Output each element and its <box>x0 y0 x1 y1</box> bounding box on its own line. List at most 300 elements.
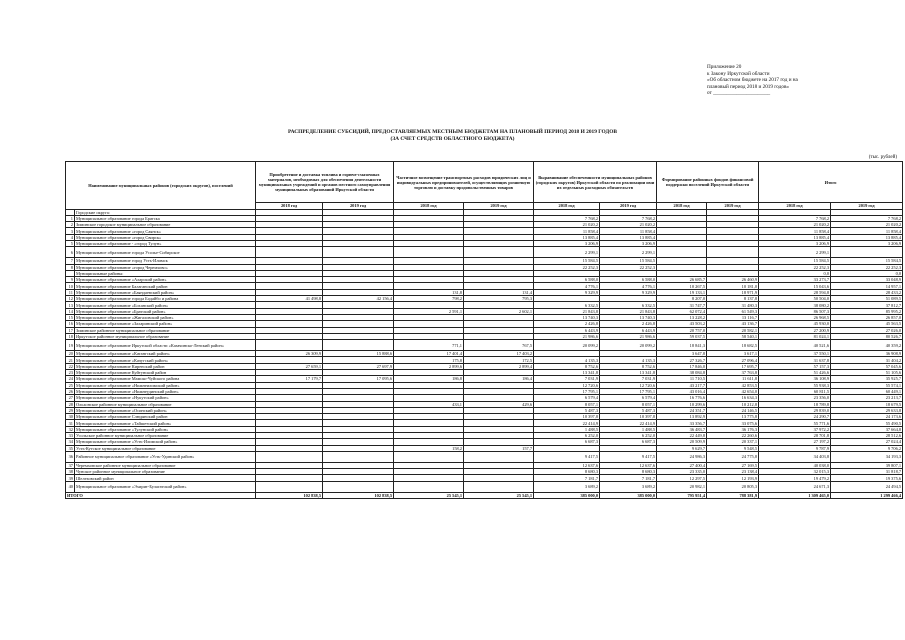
row-name: Муниципальное образование Слюдянский район <box>75 414 256 420</box>
row-value: 1 488,5 <box>534 426 600 432</box>
row-number: 12 <box>66 296 75 302</box>
row-value: 24 775,8 <box>707 451 759 462</box>
row-value: 7 031,9 <box>534 376 600 382</box>
row-value: 4 135,3 <box>600 357 657 363</box>
row-value: 15 584,5 <box>759 258 831 264</box>
row-value: 24 351,7 <box>657 407 707 413</box>
row-value: 429,6 <box>464 401 534 407</box>
row-name: Муниципальное образование «Тайшетский район» <box>75 420 256 426</box>
row-name: Муниципальное образование «Осинский район» <box>75 407 256 413</box>
row-value: 28 512,6 <box>831 433 903 439</box>
row-value <box>394 451 464 462</box>
row-value: 58 540,1 <box>707 333 759 339</box>
row-name: Муниципальное образование «город Саянск» <box>75 228 256 234</box>
header-year-2019: 2019 год <box>600 203 657 210</box>
row-value: 23 213,7 <box>831 395 903 401</box>
row-value: 13 740,3 <box>600 314 657 320</box>
row-value: 38 080,2 <box>759 302 831 308</box>
appendix-line-5: от ______________________ <box>707 90 771 97</box>
row-number: 16 <box>66 321 75 327</box>
row-number: 25 <box>66 382 75 388</box>
row-value: 18 841,3 <box>657 340 707 351</box>
row-value <box>394 247 464 258</box>
row-value: 3 617,1 <box>707 351 759 357</box>
row-value: 33 048,9 <box>831 277 903 283</box>
row-name: Муниципальное образование «Жигаловский район» <box>75 314 256 320</box>
row-value: 33 356,7 <box>657 420 707 426</box>
row-number: 22 <box>66 363 75 369</box>
row-value: 29 633,8 <box>831 407 903 413</box>
row-value: 18 682,5 <box>707 340 759 351</box>
row-name: Муниципальные районы: <box>75 270 256 276</box>
row-name: Муниципальное образование - «город Тулун» <box>75 240 256 246</box>
row-name: Муниципальное образование «Качугский район» <box>75 357 256 363</box>
header-equalization: Выравнивание обеспеченности муниципальных районов (городских округов) Иркутской области по реализации ими их отдельных расходных обязательств <box>534 162 657 203</box>
row-value: 131,4 <box>464 289 534 295</box>
row-value: 43 217,7 <box>657 382 707 388</box>
row-value: 13 341,8 <box>534 370 600 376</box>
row-number: 4 <box>66 234 75 240</box>
table-row <box>66 247 903 258</box>
header-year-2019: 2019 год <box>707 203 759 210</box>
row-value: 433,1 <box>394 401 464 407</box>
row-value: 10 299,6 <box>657 401 707 407</box>
row-number: 20 <box>66 351 75 357</box>
row-value: 37 972,2 <box>759 426 831 432</box>
row-value: 55 771,6 <box>759 420 831 426</box>
row-value: 45 930,0 <box>759 321 831 327</box>
row-value: 5 487,3 <box>534 407 600 413</box>
row-value <box>256 340 323 351</box>
row-value: 26 309,9 <box>256 351 323 357</box>
row-value: 8 057,1 <box>600 401 657 407</box>
header-transport: Частичное возмещение транспортных расходов юридических лиц и индивидуальных предпринимателей, осуществляющих розничную торговлю и доставку продовольственных товаров <box>394 162 534 203</box>
row-value: 22 414,9 <box>534 420 600 426</box>
row-value: 27 197,2 <box>759 439 831 445</box>
header-year-2018: 2018 год <box>394 203 464 210</box>
row-name: Муниципальное образование Куйтунский район <box>75 370 256 376</box>
row-value: 2 299,1 <box>600 247 657 258</box>
header-fuel: Приобретение и доставка топлива и горюче-смазочных материалов, необходимых для обеспечения деятельности муниципальных учреждений и органов местного самоуправления муниципальных образований Иркутской области <box>256 162 394 203</box>
row-value: 55 490,5 <box>831 420 903 426</box>
row-name: Городские округа: <box>75 209 256 215</box>
row-value: 12 637,6 <box>600 462 657 468</box>
row-name: Иркутское районное муниципальное образование <box>75 333 256 339</box>
row-value: 57 045,6 <box>831 363 903 369</box>
row-number: 6 <box>66 247 75 258</box>
header-year-2018: 2018 год <box>657 203 707 210</box>
row-value: 12 297,5 <box>657 475 707 481</box>
row-value: 31 818,7 <box>831 469 903 475</box>
header-year-2018: 2018 год <box>759 203 831 210</box>
row-number: 26 <box>66 388 75 394</box>
row-number: 31 <box>66 420 75 426</box>
row-value: 9 706,2 <box>831 445 903 451</box>
row-value: 12 637,6 <box>534 462 600 468</box>
row-value: 21 843,8 <box>600 308 657 314</box>
row-value: 11 611,8 <box>707 376 759 382</box>
row-value: 9 329,9 <box>534 289 600 295</box>
row-name: Муниципальное образование «город Черемхово» <box>75 264 256 270</box>
row-name: Районное муниципальное образование «Усть-Удинский район» <box>75 451 256 462</box>
header-year-2019: 2019 год <box>464 203 534 210</box>
total-value: 788 381,9 <box>707 492 759 498</box>
row-value: 85 995,2 <box>831 308 903 314</box>
header-year-2019: 2019 год <box>831 203 903 210</box>
row-value: 43 503,2 <box>657 321 707 327</box>
row-value: 186,8 <box>394 376 464 382</box>
row-value <box>831 247 903 258</box>
row-value: 26 460,9 <box>707 277 759 283</box>
row-value: 43 136,7 <box>707 321 759 327</box>
total-value: 795 951,4 <box>657 492 707 498</box>
row-value: 31 404,2 <box>831 357 903 363</box>
row-value: 13 885,4 <box>600 234 657 240</box>
row-value: 131,8 <box>394 289 464 295</box>
row-value: 28 594,8 <box>759 289 831 295</box>
row-value: 3 206,9 <box>534 240 600 246</box>
row-value: 10 267,5 <box>657 283 707 289</box>
row-value: 798,2 <box>394 296 464 302</box>
row-value: 7 768,2 <box>759 215 831 221</box>
row-value: 33 273,7 <box>759 277 831 283</box>
row-name: Муниципальное образование «Братский район» <box>75 308 256 314</box>
table-body <box>66 209 903 499</box>
row-value: 9 787,9 <box>759 445 831 451</box>
total-value: 385 000,0 <box>600 492 657 498</box>
row-value: 29 839,0 <box>759 407 831 413</box>
row-value: 2 899,6 <box>394 363 464 369</box>
row-value: 15 584,5 <box>534 258 600 264</box>
row-value: 42 654,0 <box>707 388 759 394</box>
row-name: Муниципальное образование Балаганский район <box>75 283 256 289</box>
row-value: 21 986,6 <box>534 333 600 339</box>
row-value: 13 885,4 <box>831 234 903 240</box>
row-number: 5 <box>66 240 75 246</box>
total-value: 1 309 465,0 <box>759 492 831 498</box>
row-number: 37 <box>66 462 75 468</box>
row-name: Муниципальное образование «Катангский район» <box>75 351 256 357</box>
document-title: РАСПРЕДЕЛЕНИЕ СУБСИДИЙ, ПРЕДОСТАВЛЯЕМЫХ МЕСТНЫМ БЮДЖЕТАМ НА ПЛАНОВЫЙ ПЕРИОД 2018 И 2019 ГОДОВ <box>288 129 617 135</box>
header-name: Наименование муниципальных районов (городских округов), поселений <box>66 162 256 210</box>
row-value: 35 925,7 <box>831 376 903 382</box>
row-value: 20 337,1 <box>707 439 759 445</box>
row-value: 55 938,3 <box>759 382 831 388</box>
row-name: Муниципальное образование Киренский район <box>75 363 256 369</box>
row-value: 22 449,8 <box>657 433 707 439</box>
row-value: 9 329,9 <box>600 289 657 295</box>
table-row <box>66 451 903 462</box>
row-value <box>256 247 323 258</box>
row-name: Ольхонское районное муниципальное образование <box>75 401 256 407</box>
row-number: 33 <box>66 433 75 439</box>
row-value: 771,1 <box>394 340 464 351</box>
row-number: 3 <box>66 228 75 234</box>
row-value: 14 957,1 <box>831 283 903 289</box>
row-number: 36 <box>66 451 75 462</box>
row-value: 34 193,3 <box>831 451 903 462</box>
total-value: 385 000,0 <box>534 492 600 498</box>
row-value: 13 775,8 <box>707 414 759 420</box>
row-value: 2 426,8 <box>534 321 600 327</box>
row-value: 11 858,4 <box>600 228 657 234</box>
appendix-line-4: плановый период 2018 и 2019 годов» <box>707 83 790 90</box>
row-name: Муниципальное образование «Нукутский район» <box>75 395 256 401</box>
appendix-note <box>707 64 897 97</box>
row-value: 59 037,5 <box>657 333 707 339</box>
row-value: 17 795,1 <box>534 388 600 394</box>
row-number: 2 <box>66 222 75 228</box>
row-value: 8 752,6 <box>534 363 600 369</box>
row-value: 6 579,4 <box>534 395 600 401</box>
row-value: 40 521,6 <box>759 340 831 351</box>
row-value: 6 443,9 <box>600 327 657 333</box>
row-value: 23 138,4 <box>707 469 759 475</box>
row-value: 62 072,4 <box>657 308 707 314</box>
row-value: 7 181,7 <box>534 475 600 481</box>
row-value: 60 811,5 <box>759 388 831 394</box>
row-value <box>256 481 323 492</box>
row-value: 12 193,9 <box>707 475 759 481</box>
row-value: 18 789,8 <box>759 401 831 407</box>
row-value: 3 206,9 <box>759 240 831 246</box>
row-name: Черемховское районное муниципальное образование <box>75 462 256 468</box>
row-number: 14 <box>66 308 75 314</box>
row-name: Муниципальное образование города Усолье-Сибирское <box>75 247 256 258</box>
row-value: 27 326,7 <box>657 357 707 363</box>
header-year-2018: 2018 год <box>256 203 323 210</box>
row-value: 17 403,2 <box>464 351 534 357</box>
row-value: 8 752,6 <box>600 363 657 369</box>
row-value: 10 397,8 <box>534 414 600 420</box>
row-value: 20 805,3 <box>707 481 759 492</box>
row-value: 175,8 <box>394 357 464 363</box>
row-value: 13 341,8 <box>600 370 657 376</box>
row-value: 22 252,3 <box>600 264 657 270</box>
row-value: 22 252,3 <box>759 264 831 270</box>
row-value: 55 574,1 <box>831 382 903 388</box>
row-number: 13 <box>66 302 75 308</box>
row-value: 27 026,0 <box>831 327 903 333</box>
row-number: 7 <box>66 258 75 264</box>
row-value: 20 509,9 <box>657 439 707 445</box>
row-name: Муниципальное образование «Заларинский район» <box>75 321 256 327</box>
row-value: 2 899,4 <box>464 363 534 369</box>
row-value: 86 507,3 <box>759 308 831 314</box>
row-value <box>323 481 394 492</box>
table-row <box>66 340 903 351</box>
row-name: Муниципальное образование «Эхирит-Булагатский район» <box>75 481 256 492</box>
row-value: 157,7 <box>464 445 534 451</box>
row-value: 2 426,8 <box>600 321 657 327</box>
row-name: Муниципальное образование «Нижнеилимский район» <box>75 382 256 388</box>
table-row <box>66 481 903 492</box>
row-name: Усольское районное муниципальное образование <box>75 433 256 439</box>
row-value: 795,3 <box>464 296 534 302</box>
row-value: 0,0 <box>831 270 903 276</box>
row-value: 15 888,6 <box>323 351 394 357</box>
row-value: 8 057,1 <box>534 401 600 407</box>
row-value: 17 179,7 <box>256 376 323 382</box>
row-value <box>394 481 464 492</box>
row-number: 30 <box>66 414 75 420</box>
row-value: 19 375,6 <box>831 475 903 481</box>
row-value: 172,5 <box>464 357 534 363</box>
row-value: 13 116,7 <box>707 314 759 320</box>
row-value: 22 252,3 <box>534 264 600 270</box>
row-value: 18 679,5 <box>831 401 903 407</box>
row-value <box>464 481 534 492</box>
row-value: 28 701,8 <box>759 433 831 439</box>
row-value: 7 031,9 <box>600 376 657 382</box>
row-name: Муниципальное образование город Усть-Илимск <box>75 258 256 264</box>
row-number: 29 <box>66 407 75 413</box>
total-label: ИТОГО <box>66 492 256 498</box>
row-value: 16 776,6 <box>657 395 707 401</box>
row-value: 37 550,1 <box>759 351 831 357</box>
row-value: 27 697,9 <box>323 363 394 369</box>
row-value: 19 479,2 <box>759 475 831 481</box>
row-value: 18 971,9 <box>707 289 759 295</box>
row-value: 2 299,1 <box>534 247 600 258</box>
row-name: Муниципальное образование города Бодайбо и района <box>75 296 256 302</box>
row-value: 34 403,8 <box>759 451 831 462</box>
row-value: 81 024,1 <box>759 333 831 339</box>
row-value <box>464 247 534 258</box>
row-value: 9 417,5 <box>534 451 600 462</box>
row-value: 10 181,0 <box>707 283 759 289</box>
row-number: 21 <box>66 357 75 363</box>
row-value: 3 689,2 <box>600 481 657 492</box>
row-value: 6 687,3 <box>534 439 600 445</box>
row-value: 6 579,4 <box>600 395 657 401</box>
header-year-2019: 2019 год <box>323 203 394 210</box>
row-value: 22 414,9 <box>600 420 657 426</box>
row-value: 4 776,1 <box>534 283 600 289</box>
row-value: 61 549,3 <box>707 308 759 314</box>
row-value: 21 020,2 <box>600 222 657 228</box>
row-number: 38 <box>66 469 75 475</box>
row-value: 31 480,3 <box>707 302 759 308</box>
row-value: 21 020,2 <box>759 222 831 228</box>
row-name: Зиминское городское муниципальное образование <box>75 222 256 228</box>
row-value: 17 846,0 <box>657 363 707 369</box>
row-number: 40 <box>66 481 75 492</box>
row-value <box>323 340 394 351</box>
row-value: 36 483,7 <box>657 426 707 432</box>
row-value: 3 206,9 <box>831 240 903 246</box>
total-value: 102 838,5 <box>256 492 323 498</box>
row-value: 27 024,4 <box>831 439 903 445</box>
row-value: 20 982,1 <box>657 481 707 492</box>
row-value: 33 075,6 <box>707 420 759 426</box>
row-value: 7 768,2 <box>831 215 903 221</box>
row-name: Шелеховский район <box>75 475 256 481</box>
row-value <box>256 451 323 462</box>
row-value: 11 710,5 <box>657 376 707 382</box>
row-value: 8 680,3 <box>534 469 600 475</box>
row-value: 20 582,1 <box>707 327 759 333</box>
row-value: 6 588,0 <box>534 277 600 283</box>
row-number: 34 <box>66 439 75 445</box>
row-value: 32 015,3 <box>759 469 831 475</box>
row-value: 17 695,7 <box>707 363 759 369</box>
row-value: 11 858,4 <box>831 228 903 234</box>
row-value: 3 689,2 <box>534 481 600 492</box>
row-value: 43 016,4 <box>657 388 707 394</box>
row-value: 11 858,4 <box>759 228 831 234</box>
row-value: 31 747,7 <box>657 302 707 308</box>
row-value: 42 853,5 <box>707 382 759 388</box>
row-value: 13 740,3 <box>534 314 600 320</box>
row-number: 19 <box>66 340 75 351</box>
row-name: Муниципальное образование Иркутской области «Казачинско-Ленский район» <box>75 340 256 351</box>
row-name: Муниципальное образование «город Свирск» <box>75 234 256 240</box>
row-value: 3 647,8 <box>657 351 707 357</box>
row-value: 20 099,2 <box>600 340 657 351</box>
row-number: 10 <box>66 283 75 289</box>
row-value: 40 038,0 <box>759 462 831 468</box>
row-number: 1 <box>66 215 75 221</box>
row-value: 158,2 <box>394 445 464 451</box>
row-value: 20 099,2 <box>534 340 600 351</box>
row-value: 21 020,2 <box>534 222 600 228</box>
row-name: Чунское районное муниципальное образование <box>75 469 256 475</box>
row-name: Муниципальное образование «Усть-Илимский район» <box>75 439 256 445</box>
row-value: 15 043,6 <box>759 283 831 289</box>
row-value: 7 181,7 <box>600 475 657 481</box>
row-value: 7 768,2 <box>600 215 657 221</box>
row-name: Муниципальное образование Мамско-Чуйского района <box>75 376 256 382</box>
row-value: 8 207,0 <box>657 296 707 302</box>
appendix-line-3: «Об областном бюджете на 2017 год и на <box>707 77 798 84</box>
row-value: 4 135,3 <box>534 357 600 363</box>
row-number: 8 <box>66 264 75 270</box>
row-value: 26 968,5 <box>759 314 831 320</box>
row-value: 22 252,3 <box>831 264 903 270</box>
row-value: 12 720,6 <box>534 382 600 388</box>
row-value: 8 680,3 <box>600 469 657 475</box>
row-value: 6 443,9 <box>534 327 600 333</box>
row-value: 37 812,7 <box>831 302 903 308</box>
row-value: 15 584,5 <box>600 258 657 264</box>
row-value <box>464 451 534 462</box>
row-name: Муниципальное образование «Аларский район» <box>75 277 256 283</box>
row-value: 17 095,6 <box>323 376 394 382</box>
row-value: 9 417,5 <box>600 451 657 462</box>
row-value: 40 359,2 <box>831 340 903 351</box>
row-name: Муниципальное образование «Баяндаевский район» <box>75 289 256 295</box>
row-value: 13 228,2 <box>657 314 707 320</box>
row-value: 24 986,3 <box>657 451 707 462</box>
row-value: 27 200,9 <box>759 327 831 333</box>
row-value: 6 332,5 <box>534 302 600 308</box>
row-number: 28 <box>66 401 75 407</box>
appendix-line-2: к Закону Иркутской области <box>707 70 770 77</box>
row-value: 24 146,5 <box>707 407 759 413</box>
total-value: 102 838,5 <box>323 492 394 498</box>
row-number: 24 <box>66 376 75 382</box>
row-value: 37 763,8 <box>707 370 759 376</box>
row-name: Муниципальное образование «Нижнеудинский район» <box>75 388 256 394</box>
row-value: 6 252,0 <box>534 433 600 439</box>
row-number: 23 <box>66 370 75 376</box>
row-value: 26 857,0 <box>831 314 903 320</box>
row-value: 12 720,6 <box>600 382 657 388</box>
header-district-funds: Формирование районных фондов финансовой поддержки поселений Иркутской области <box>657 162 759 203</box>
row-value: 2 591,1 <box>394 308 464 314</box>
row-value <box>323 451 394 462</box>
